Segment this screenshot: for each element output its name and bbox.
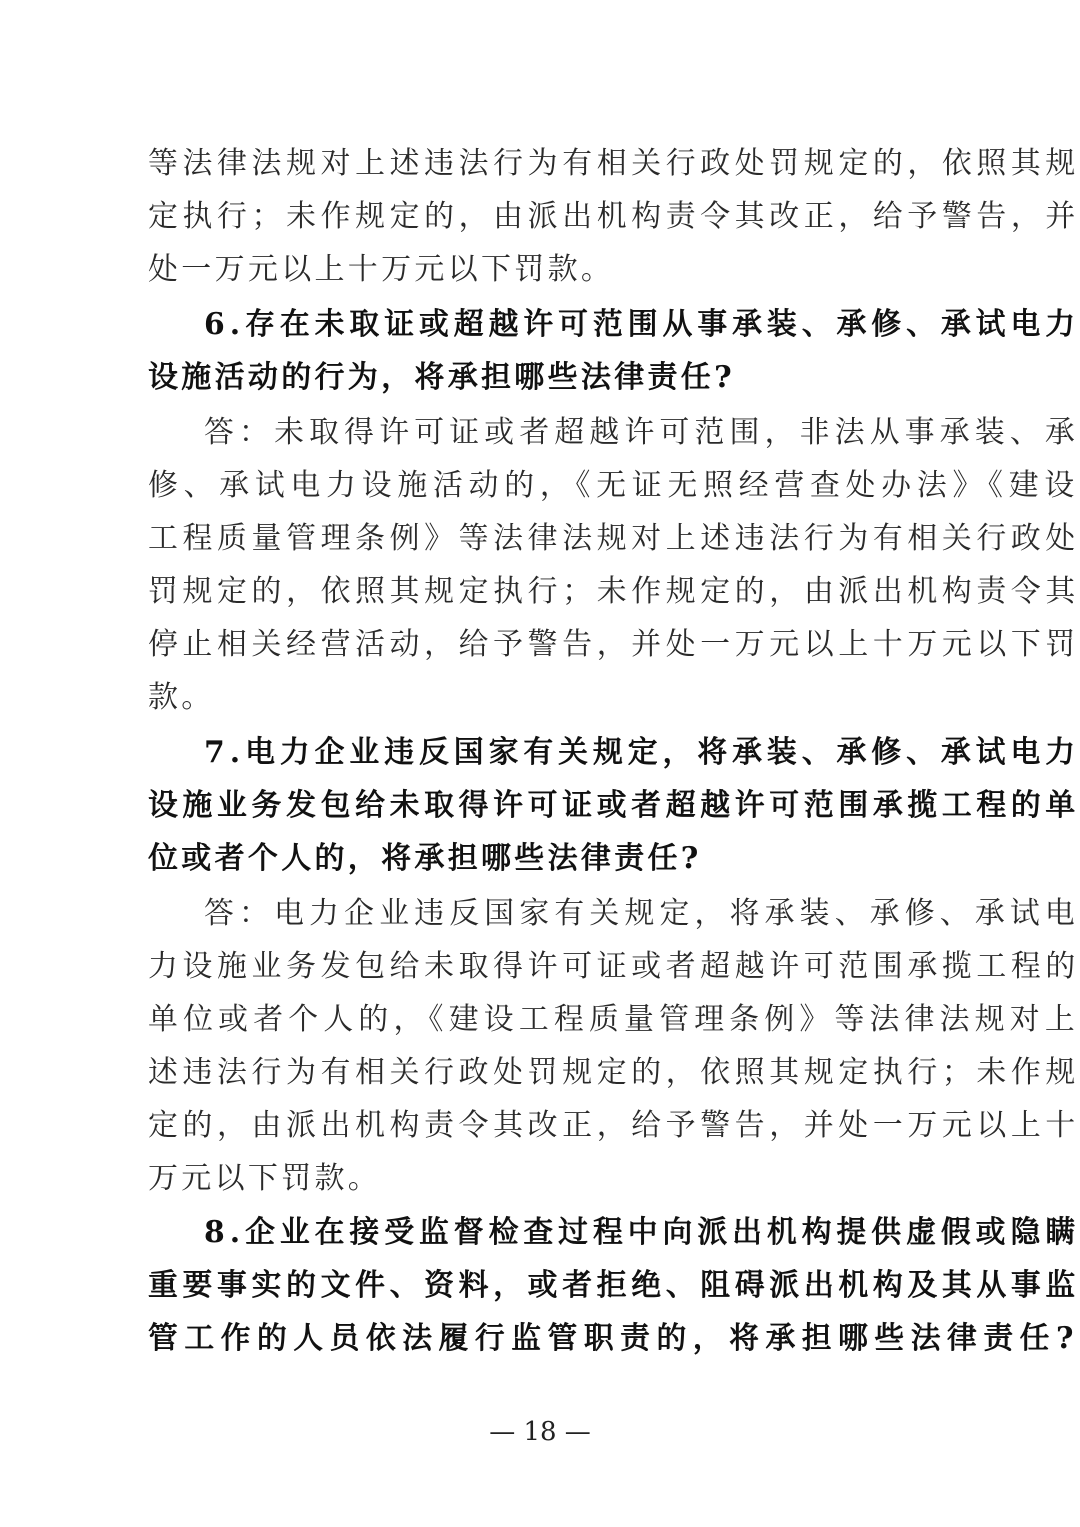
answer-7-line: 单位或者个人的，《建设工程质量管理条例》等法律法规对上	[148, 1002, 1080, 1037]
answer-6-line: 答：未取得许可证或者超越许可范围，非法从事承装、承	[204, 415, 1080, 450]
answer-7-line: 定的，由派出机构责令其改正，给予警告，并处一万元以上十	[148, 1108, 1080, 1143]
question-8-line: 8.企业在接受监督检查过程中向派出机构提供虚假或隐瞒	[204, 1215, 1080, 1250]
answer-7-line: 力设施业务发包给未取得许可证或者超越许可范围承揽工程的	[148, 949, 1080, 984]
answer-line: 等法律法规对上述违法行为有相关行政处罚规定的，依照其规	[148, 146, 1080, 181]
answer-7-line: 述违法行为有相关行政处罚规定的，依照其规定执行；未作规	[148, 1055, 1080, 1090]
question-6-line: 设施活动的行为，将承担哪些法律责任?	[148, 360, 735, 395]
page-number: — 18 —	[489, 1417, 591, 1447]
question-7-line: 位或者个人的，将承担哪些法律责任?	[148, 841, 702, 876]
answer-6-line: 款。	[148, 680, 215, 715]
question-8-line: 管工作的人员依法履行监管职责的，将承担哪些法律责任?	[148, 1321, 1080, 1356]
answer-line: 处一万元以上十万元以下罚款。	[148, 252, 615, 287]
question-6-line: 6.存在未取证或超越许可范围从事承装、承修、承试电力	[204, 307, 1080, 342]
answer-6-line: 停止相关经营活动，给予警告，并处一万元以上十万元以下罚	[148, 627, 1080, 662]
answer-6-line: 罚规定的，依照其规定执行；未作规定的，由派出机构责令其	[148, 574, 1080, 609]
question-7-line: 7.电力企业违反国家有关规定，将承装、承修、承试电力	[204, 735, 1080, 770]
answer-line: 定执行；未作规定的，由派出机构责令其改正，给予警告，并	[148, 199, 1080, 234]
answer-7-line: 万元以下罚款。	[148, 1161, 382, 1196]
question-7-line: 设施业务发包给未取得许可证或者超越许可范围承揽工程的单	[148, 788, 1080, 823]
answer-7-line: 答：电力企业违反国家有关规定，将承装、承修、承试电	[204, 896, 1080, 931]
question-8-line: 重要事实的文件、资料，或者拒绝、阻碍派出机构及其从事监	[148, 1268, 1080, 1303]
answer-6-line: 工程质量管理条例》等法律法规对上述违法行为有相关行政处	[148, 521, 1080, 556]
answer-6-line: 修、承试电力设施活动的，《无证无照经营查处办法》《建设	[148, 468, 1080, 503]
